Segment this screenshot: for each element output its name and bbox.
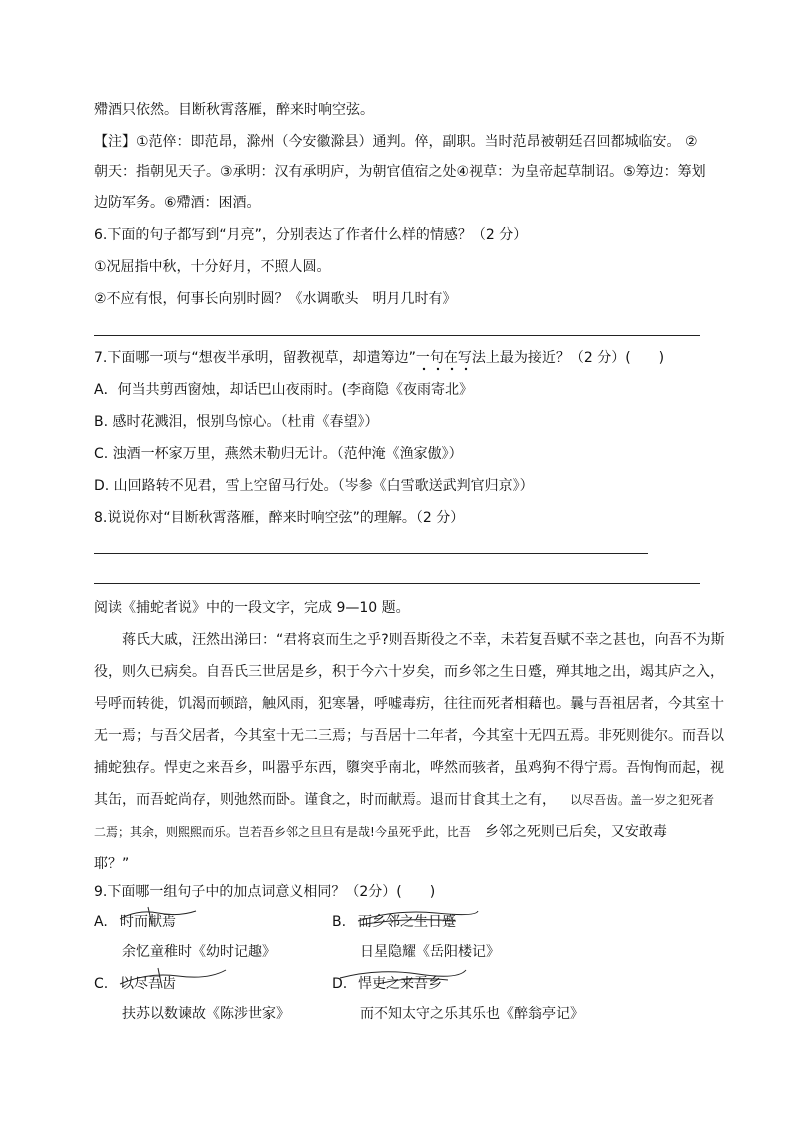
question-7-option-c: C. 浊酒一杯家万里，燕然未勒归无计。（范仲淹《渔家傲》） [94, 446, 463, 462]
q9-option-c-label: C. [94, 976, 109, 992]
reading-intro: 阅读《捕蛇者说》中的一段文字，完成 9—10 题。 [94, 600, 410, 616]
answer-line-q8-2[interactable] [94, 583, 700, 584]
question-7-option-a: A．何当共剪西窗烛，却话巴山夜雨时。(李商隐《夜雨寄北》 [94, 382, 474, 398]
reading-para-line-6-tail: 以尽吾齿。盖一岁之犯死者 [570, 793, 715, 807]
question-9: 9.下面哪一组句子中的加点词意义相同？（2分）( ) [94, 884, 436, 900]
q9-option-a-label: A. [94, 914, 108, 930]
q9-option-c-line-1: C. 以尽吾齿 [94, 976, 176, 992]
question-7: 7.下面哪一项与“想夜半承明，留教视草，却遣筹边”一句在写法上最为接近？（2 分）( ) [94, 350, 665, 366]
q9-option-c-line-2: 扶苏以数谏故《陈涉世家》 [122, 1006, 290, 1022]
pen-strike-mark [338, 964, 468, 990]
q9-option-b-line-2: 日星隐耀《岳阳楼记》 [360, 944, 500, 960]
q9-option-b-line-1: B. 而乡邻之生日蹙 [332, 914, 456, 930]
note-line-1: 【注】①范倅：即范昂，滁州（今安徽滁县）通判。倅，副职。当时范昂被朝廷召回都城临安。 ② [94, 134, 698, 150]
answer-line-q6[interactable] [94, 335, 700, 336]
reading-para-line-1: 蒋氏大戚，汪然出涕曰：“君将哀而生之乎?则吾斯役之不幸，未若复吾赋不幸之甚也，向吾不为斯 [122, 632, 725, 648]
dotted-emphasis-mark [418, 366, 510, 372]
reading-para-line-7-main: 二焉；其余，则熙熙而乐。岂若吾乡邻之旦旦有是哉!今虽死乎此，比吾 [94, 825, 471, 839]
reading-para-line-3: 号呼而转徙，饥渴而顿踣，触风雨，犯寒暑，呼嘘毒疠，往往而死者相藉也。曩与吾祖居者，今其室十 [94, 696, 724, 712]
q9-option-d-label: D. [332, 976, 348, 992]
pen-strike-mark [356, 903, 480, 929]
reading-para-line-7-tail: 乡邻之死则已后矣，又安敢毒 [484, 824, 667, 840]
question-7-option-b: B. 感时花溅泪，恨别鸟惊心。（杜甫《春望》） [94, 414, 379, 430]
reading-para-line-7 [94, 822, 667, 842]
question-7-option-d: D. 山回路转不见君，雪上空留马行处。（岑参《白雪歌送武判官归京》） [94, 478, 534, 494]
question-8: 8.说说你对“目断秋霄落雁，醉来时响空弦”的理解。（2 分） [94, 510, 465, 526]
q9-option-a-line-1: A. 时而献焉 [94, 914, 176, 930]
question-6-item-1: ①况屈指中秋，十分好月，不照人圆。 [94, 259, 331, 275]
reading-para-line-4: 无一焉；与吾父居者，今其室十无二三焉；与吾居十二年者，今其室十无四五焉。非死则徙尔。而吾以 [94, 728, 724, 744]
q9-option-a-line-2: 余忆童稚时《幼时记趣》 [122, 944, 276, 960]
poem-tail: 殢酒只依然。目断秋霄落雁，醉来时响空弦。 [94, 102, 374, 118]
reading-para-line-5: 捕蛇独存。悍吏之来吾乡，叫嚣乎东西，隳突乎南北，哗然而骇者，虽鸡狗不得宁焉。吾恂恂而起，视 [94, 760, 724, 776]
q9-option-d-line-1: D. 悍吏之来吾乡 [332, 976, 442, 992]
question-6-item-2: ②不应有恨，何事长向别时圆？《水调歌头 明月几时有》 [94, 291, 457, 307]
pen-strike-mark [118, 964, 228, 990]
reading-para-line-6-main: 其缶，而吾蛇尚存，则弛然而卧。谨食之，时而献焉。退而甘食其土之有， [94, 792, 556, 808]
q9-option-b-label: B. [332, 914, 347, 930]
note-line-3: 边防军务。⑥殢酒：困酒。 [94, 195, 261, 211]
answer-line-q8-1[interactable] [94, 553, 648, 554]
reading-para-line-8: 耶？” [94, 856, 130, 872]
pen-strike-mark [118, 903, 198, 927]
q9-option-d-line-2: 而不知太守之乐其乐也《醉翁亭记》 [360, 1006, 584, 1022]
question-6: 6.下面的句子都写到“月亮”，分别表达了作者什么样的情感？（2 分） [94, 227, 528, 243]
reading-para-line-2: 役，则久已病矣。自吾氏三世居是乡，积于今六十岁矣，而乡邻之生日蹙，殚其地之出，竭其庐之入， [94, 664, 724, 680]
reading-para-line-6 [94, 790, 714, 810]
note-line-2: 朝天：指朝见天子。③承明：汉有承明庐，为朝官值宿之处④视草：为皇帝起草制诏。⑤筹边：筹划 [94, 164, 706, 180]
